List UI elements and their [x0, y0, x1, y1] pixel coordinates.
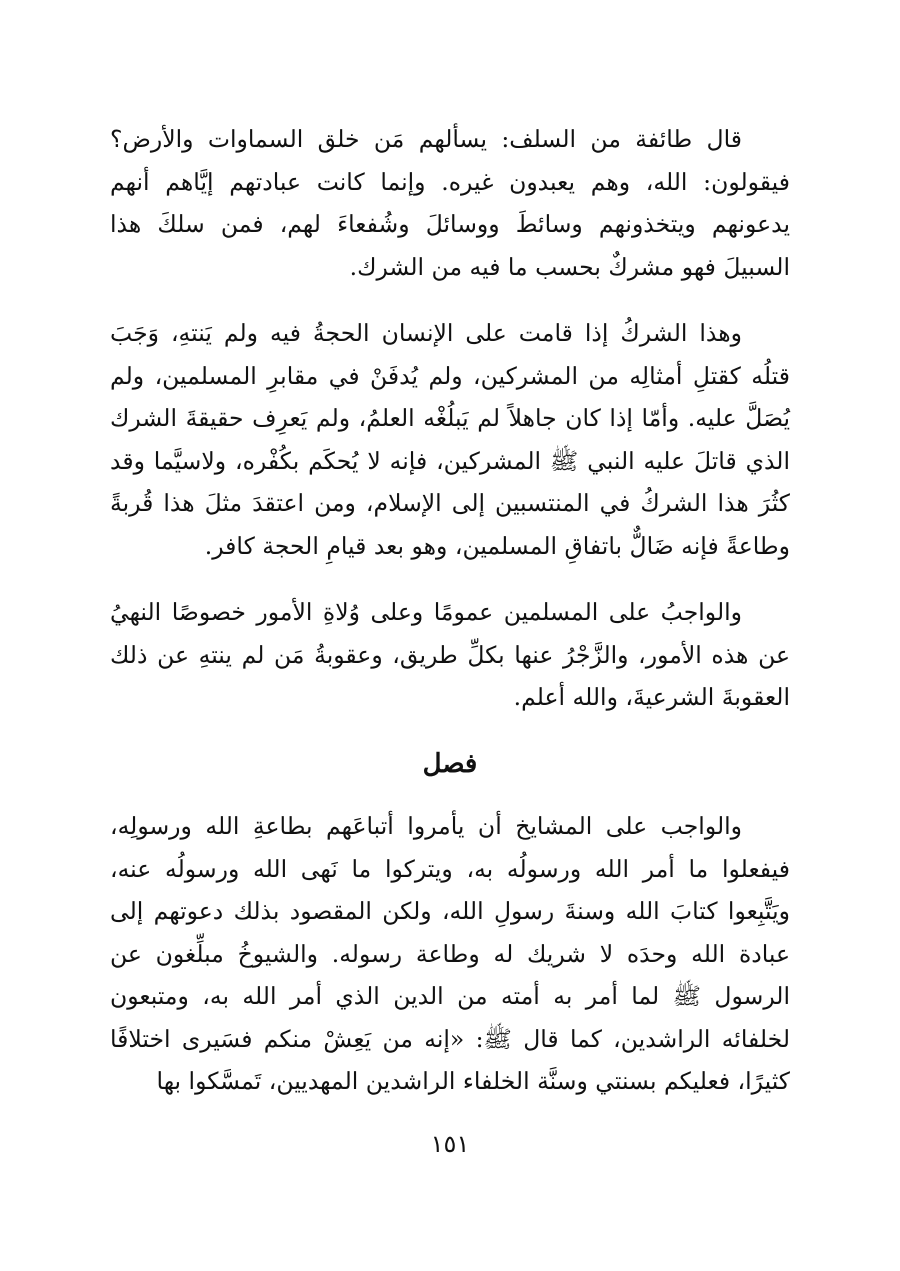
paragraph-4: والواجب على المشايخ أن يأمروا أتباعَهم بطاعةِ الله ورسولِه، فيفعلوا ما أمر الله ورسولُه به، ويتركوا ما نَهى الله ورسولُه عنه، ويَتَّبِعوا كتابَ الله وسنةَ رسولِ الله، ولكن المقصود بذلك دعوتهم إلى عبادة الله وحدَه لا شريك له وطاعة رسوله. والشيوخُ مبلِّغون عن الرسول ﷺ لما أمر به أمته من الدين الذي أمر الله به، ومتبعون لخلفائه الراشدين، كما قال ﷺ: «إنه من يَعِشْ منكم فسَيرى اختلافًا كثيرًا، فعليكم بسنتي وسنَّة الخلفاء الراشدين المهديين، تَمسَّكوا بها [110, 812, 790, 1095]
page-body [110, 118, 790, 1127]
section-heading: فصل [422, 748, 478, 779]
page-number: ١٥١ [430, 1130, 470, 1158]
paragraph-1: قال طائفة من السلف: يسألهم مَن خلق السماوات والأرض؟ فيقولون: الله، وهم يعبدون غيره. وإنما كانت عبادتهم إيَّاهم أنهم يدعونهم ويتخذونهم وسائطَ ووسائلَ وشُفعاءَ لهم، فمن سلكَ هذا السبيلَ فهو مشركٌ بحسب ما فيه من الشرك. [110, 125, 790, 281]
paragraph-2: وهذا الشركُ إذا قامت على الإنسان الحجةُ فيه ولم يَنتهِ، وَجَبَ قتلُه كقتلِ أمثالِه من المشركين، ولم يُدفَنْ في مقابرِ المسلمين، ولم يُصَلَّ عليه. وأمّا إذا كان جاهلاً لم يَبلُغْه العلمُ، ولم يَعرِف حقيقةَ الشرك الذي قاتلَ عليه النبي ﷺ المشركين، فإنه لا يُحكَم بكُفْره، ولاسيَّما وقد كثُرَ هذا الشركُ في المنتسبين إلى الإسلام، ومن اعتقدَ مثلَ هذا قُربةً وطاعةً فإنه ضَالٌّ باتفاقِ المسلمين، وهو بعد قيامِ الحجة كافر. [110, 319, 790, 560]
paragraph-3: والواجبُ على المسلمين عمومًا وعلى وُلاةِ الأمور خصوصًا النهيُ عن هذه الأمور، والزَّجْرُ عنها بكلِّ طريق، وعقوبةُ مَن لم ينتهِ عن ذلك العقوبةَ الشرعيةَ، والله أعلم. [110, 598, 790, 711]
